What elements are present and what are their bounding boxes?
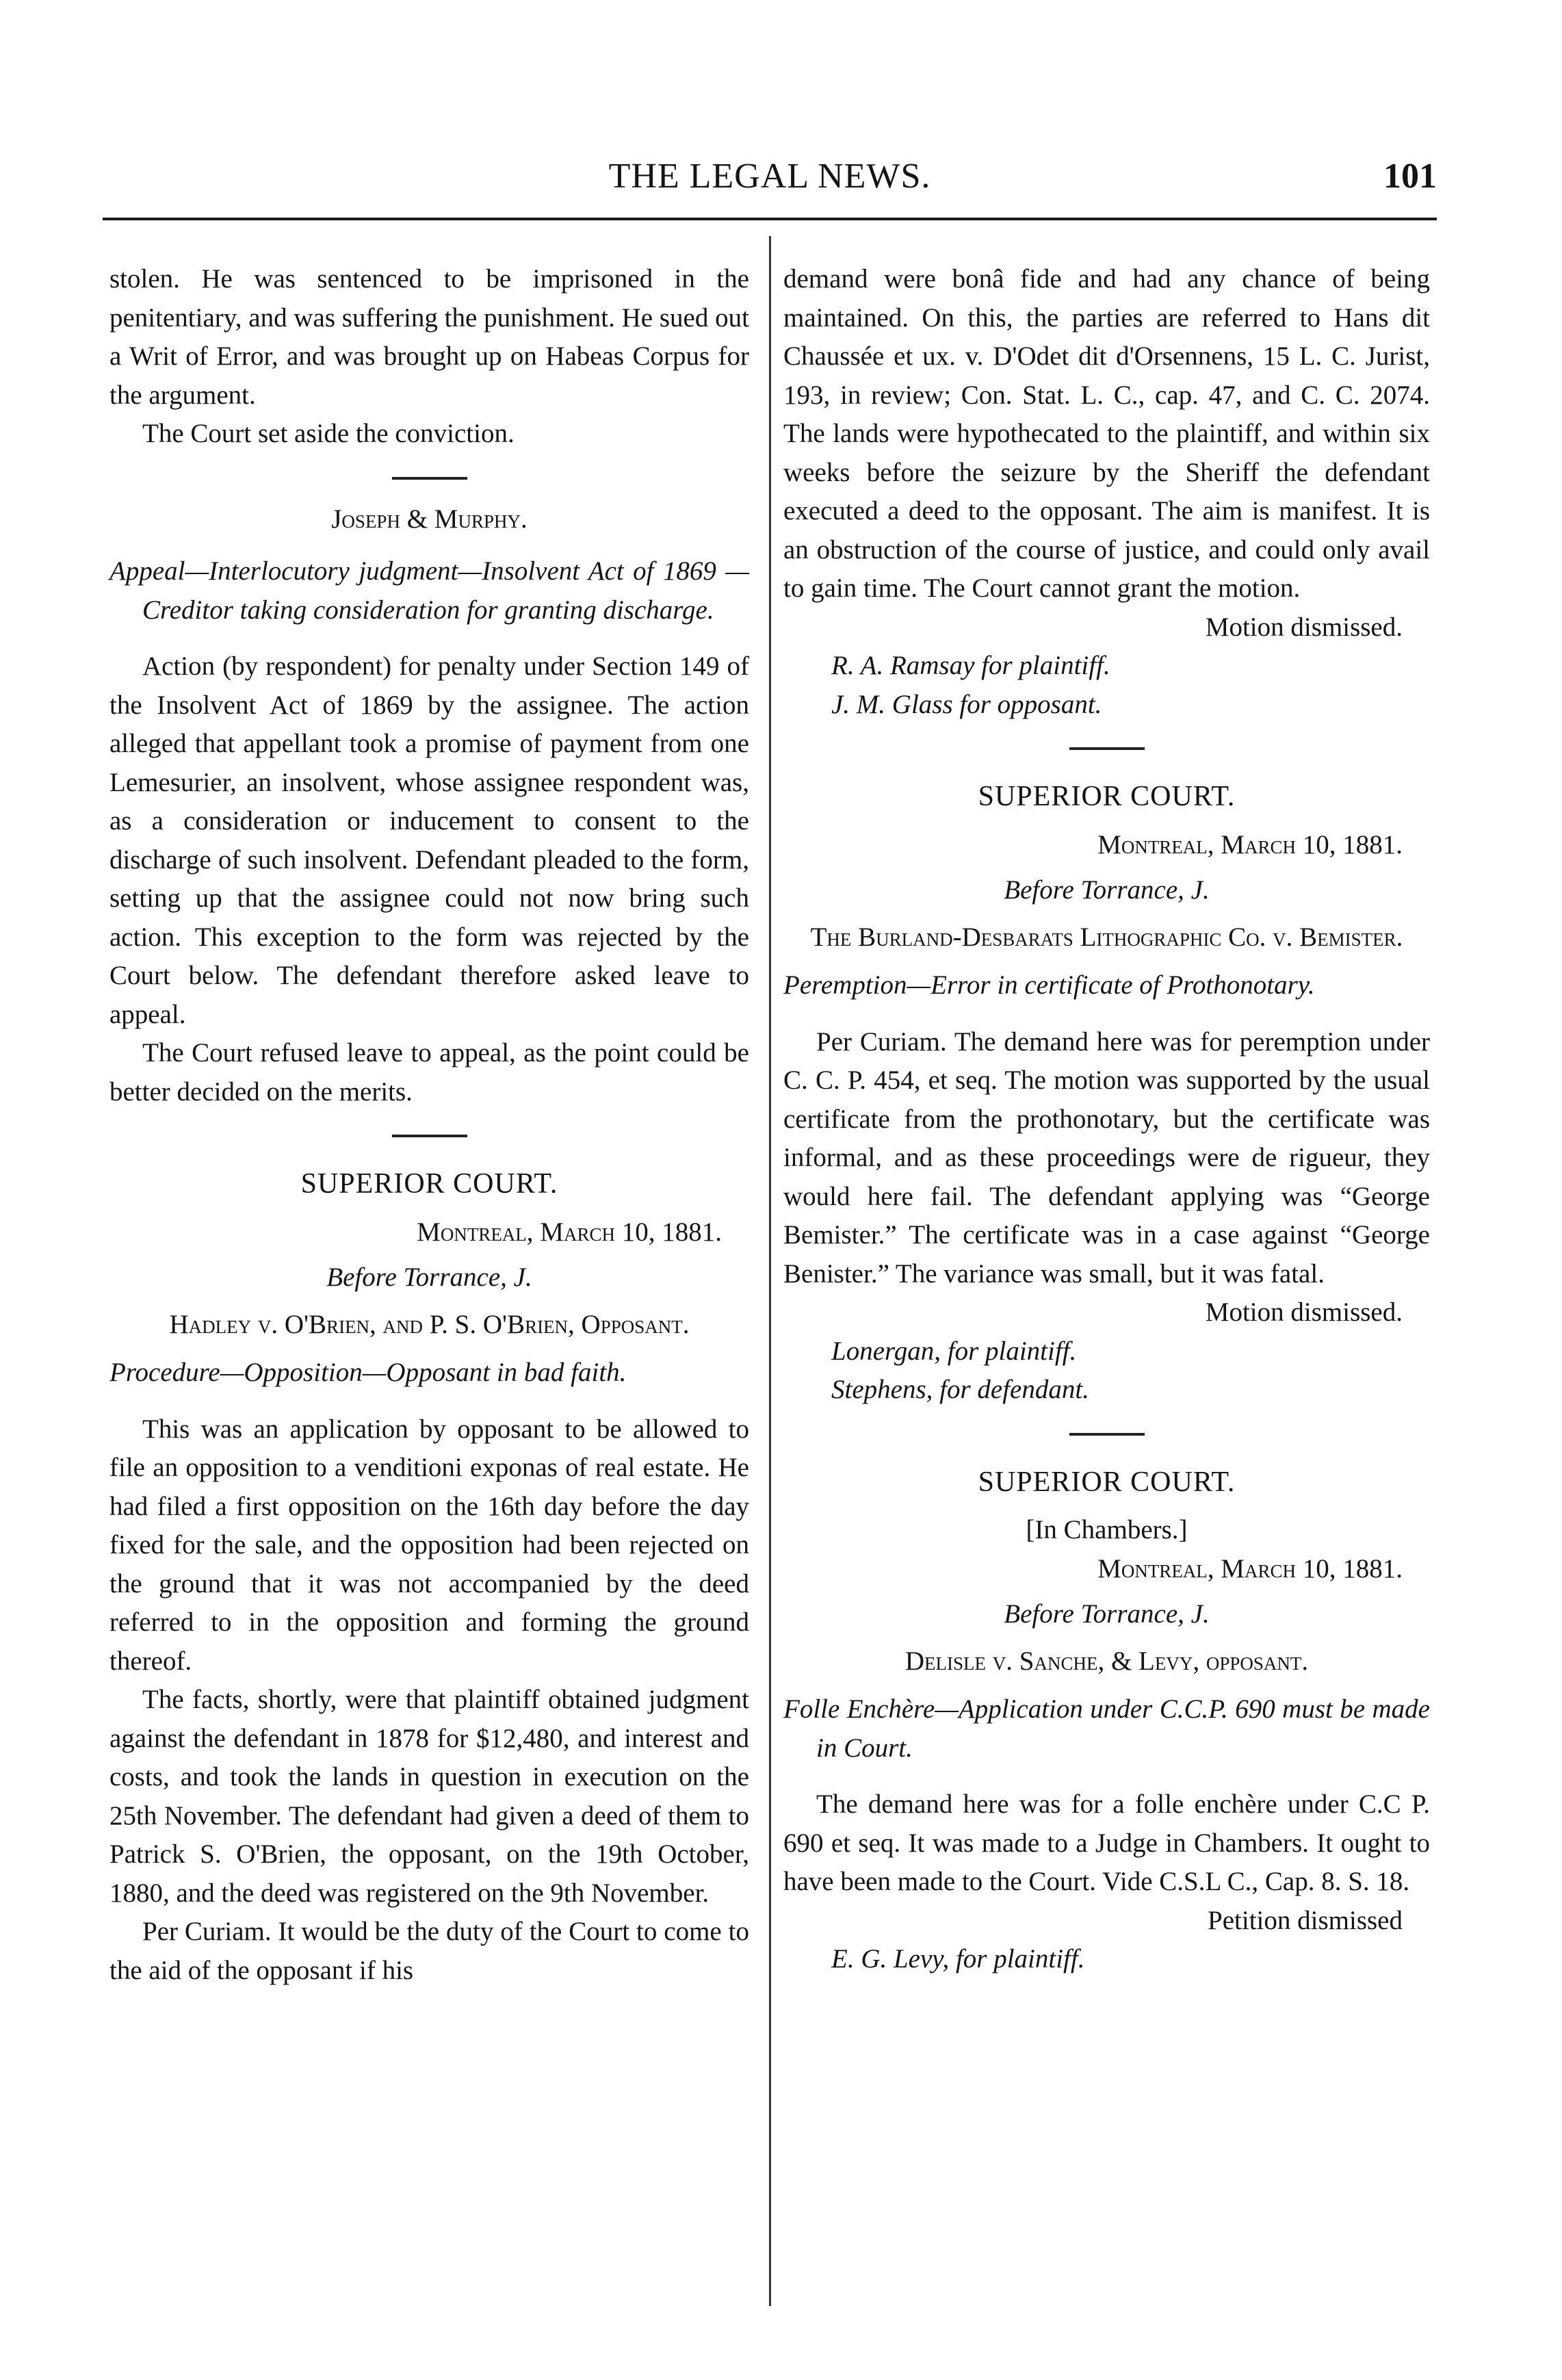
section-separator bbox=[392, 1135, 467, 1137]
counsel-line: E. G. Levy, for plaintiff. bbox=[831, 1944, 1085, 1974]
case-headnote: Peremption—Error in certificate of Prothonotary. bbox=[783, 970, 1315, 1000]
section-separator bbox=[1069, 1433, 1145, 1436]
column-divider bbox=[769, 236, 771, 2306]
counsel-line: Lonergan, for plaintiff. bbox=[831, 1336, 1077, 1366]
motion-result: Motion dismissed. bbox=[1205, 1297, 1403, 1327]
case-parties: Hadley v. O'Brien, and P. S. O'Brien, Opposant. bbox=[169, 1309, 690, 1339]
case-paragraph: This was an application by opposant to be allowed to file an opposition to a venditioni exponas of real estate. He had filed a first opposition on the 16th day before the day fixed for the sale, and the opposition had been rejected on the ground that it was not accompanied by the deed referred to in the opposition and forming the ground thereof. bbox=[109, 1414, 749, 1676]
continuation-text: demand were bonâ fide and had any chance of being maintained. On this, the parties are referred to Hans dit Chaussée et ux. v. D'Odet dit d'Orsennens, 15 L. C. Jurist, 193, in review; Con. Stat. L. C., cap. 47, and C. C. 2074. The lands were hypothecated to the plaintiff, and within six weeks before the seizure by the Sheriff the defendant executed a deed to the opposant. The aim is manifest. It is an obstruction of the course of justice, and could only avail to gain time. The Court cannot grant the motion. bbox=[783, 264, 1430, 603]
left-column bbox=[109, 260, 749, 1990]
counsel-line: R. A. Ramsay for plaintiff. bbox=[831, 651, 1110, 680]
counsel-line: Stephens, for defendant. bbox=[831, 1375, 1089, 1404]
case-headnote: Folle Enchère—Application under C.C.P. 690 must be made in Court. bbox=[783, 1694, 1430, 1763]
motion-result: Motion dismissed. bbox=[1205, 612, 1403, 642]
header-rule bbox=[103, 218, 1437, 220]
case-paragraph: Per Curiam. It would be the duty of the Court to come to the aid of the opposant if his bbox=[109, 1917, 749, 1985]
intro-text: stolen. He was sentenced to be imprisoned in the penitentiary, and was suffering the punishment. He sued out a Writ of Error, and was brought up on Habeas Corpus for the argument. bbox=[109, 264, 749, 410]
case-headnote: Appeal—Interlocutory judgment—Insolvent Act of 1869 — Creditor taking consideration for granting discharge. bbox=[109, 556, 749, 625]
journal-title: THE LEGAL NEWS. bbox=[608, 157, 931, 196]
intro-result: The Court set aside the conviction. bbox=[142, 419, 515, 448]
case-paragraph: The Court refused leave to appeal, as the point could be better decided on the merits. bbox=[109, 1038, 749, 1107]
section-separator bbox=[392, 477, 467, 480]
case-headnote: Procedure—Opposition—Opposant in bad faith. bbox=[109, 1358, 627, 1387]
right-column bbox=[783, 260, 1430, 1979]
case-paragraph: The demand here was for a folle enchère under C.C P. 690 et seq. It was made to a Judge in Chambers. It ought to have been made to the Court. Vide C.S.L C., Cap. 8. S. 18. bbox=[783, 1789, 1430, 1896]
judge-line: Before Torrance, J. bbox=[1004, 875, 1210, 905]
counsel-line: J. M. Glass for opposant. bbox=[831, 689, 1102, 719]
court-heading: SUPERIOR COURT. bbox=[978, 1466, 1236, 1498]
case-parties: Delisle v. Sanche, & Levy, opposant. bbox=[904, 1646, 1309, 1676]
place-date: Montreal, March 10, 1881. bbox=[1097, 1553, 1403, 1583]
case-paragraph: Action (by respondent) for penalty under Section 149 of the Insolvent Act of 1869 by the assignee. The action alleged that appellant took a promise of payment from one Lemesurier, an insolvent, whose assignee respondent was, as a consideration or inducement to consent to the discharge of such insolvent. Defendant pleaded to the form, setting up that the assignee could not now bring such action. This exception to the form was rejected by the Court below. The defendant therefore asked leave to appeal. bbox=[109, 651, 749, 1029]
petition-result: Petition dismissed bbox=[1208, 1905, 1403, 1935]
section-separator bbox=[1069, 747, 1145, 750]
running-head bbox=[103, 156, 1437, 218]
case-parties: The Burland-Desbarats Lithographic Co. v. Bemister. bbox=[810, 922, 1403, 952]
place-date: Montreal, March 10, 1881. bbox=[1097, 829, 1403, 859]
chambers-note: [In Chambers.] bbox=[1026, 1515, 1188, 1544]
court-heading: SUPERIOR COURT. bbox=[978, 781, 1236, 812]
page-number: 101 bbox=[1383, 157, 1437, 196]
judge-line: Before Torrance, J. bbox=[326, 1263, 532, 1292]
place-date: Montreal, March 10, 1881. bbox=[417, 1217, 722, 1247]
case-parties: Joseph & Murphy. bbox=[331, 504, 528, 534]
court-heading: SUPERIOR COURT. bbox=[300, 1168, 558, 1200]
case-paragraph: The facts, shortly, were that plaintiff obtained judgment against the defendant in 1878 for $12,480, and interest and costs, and took the lands in question in execution on the 25th November. The defendant had given a deed of them to Patrick S. O'Brien, the opposant, on the 19th October, 1880, and the deed was registered on the 9th November. bbox=[109, 1685, 749, 1908]
case-paragraph: Per Curiam. The demand here was for peremption under C. C. P. 454, et seq. The motion was supported by the usual certificate from the prothonotary, but the certificate was informal, and as these proceedings were de rigueur, they would here fail. The defendant applying was “George Bemister.” The certificate was in a case against “George Benister.” The variance was small, but it was fatal. bbox=[783, 1026, 1430, 1289]
judge-line: Before Torrance, J. bbox=[1004, 1599, 1210, 1629]
